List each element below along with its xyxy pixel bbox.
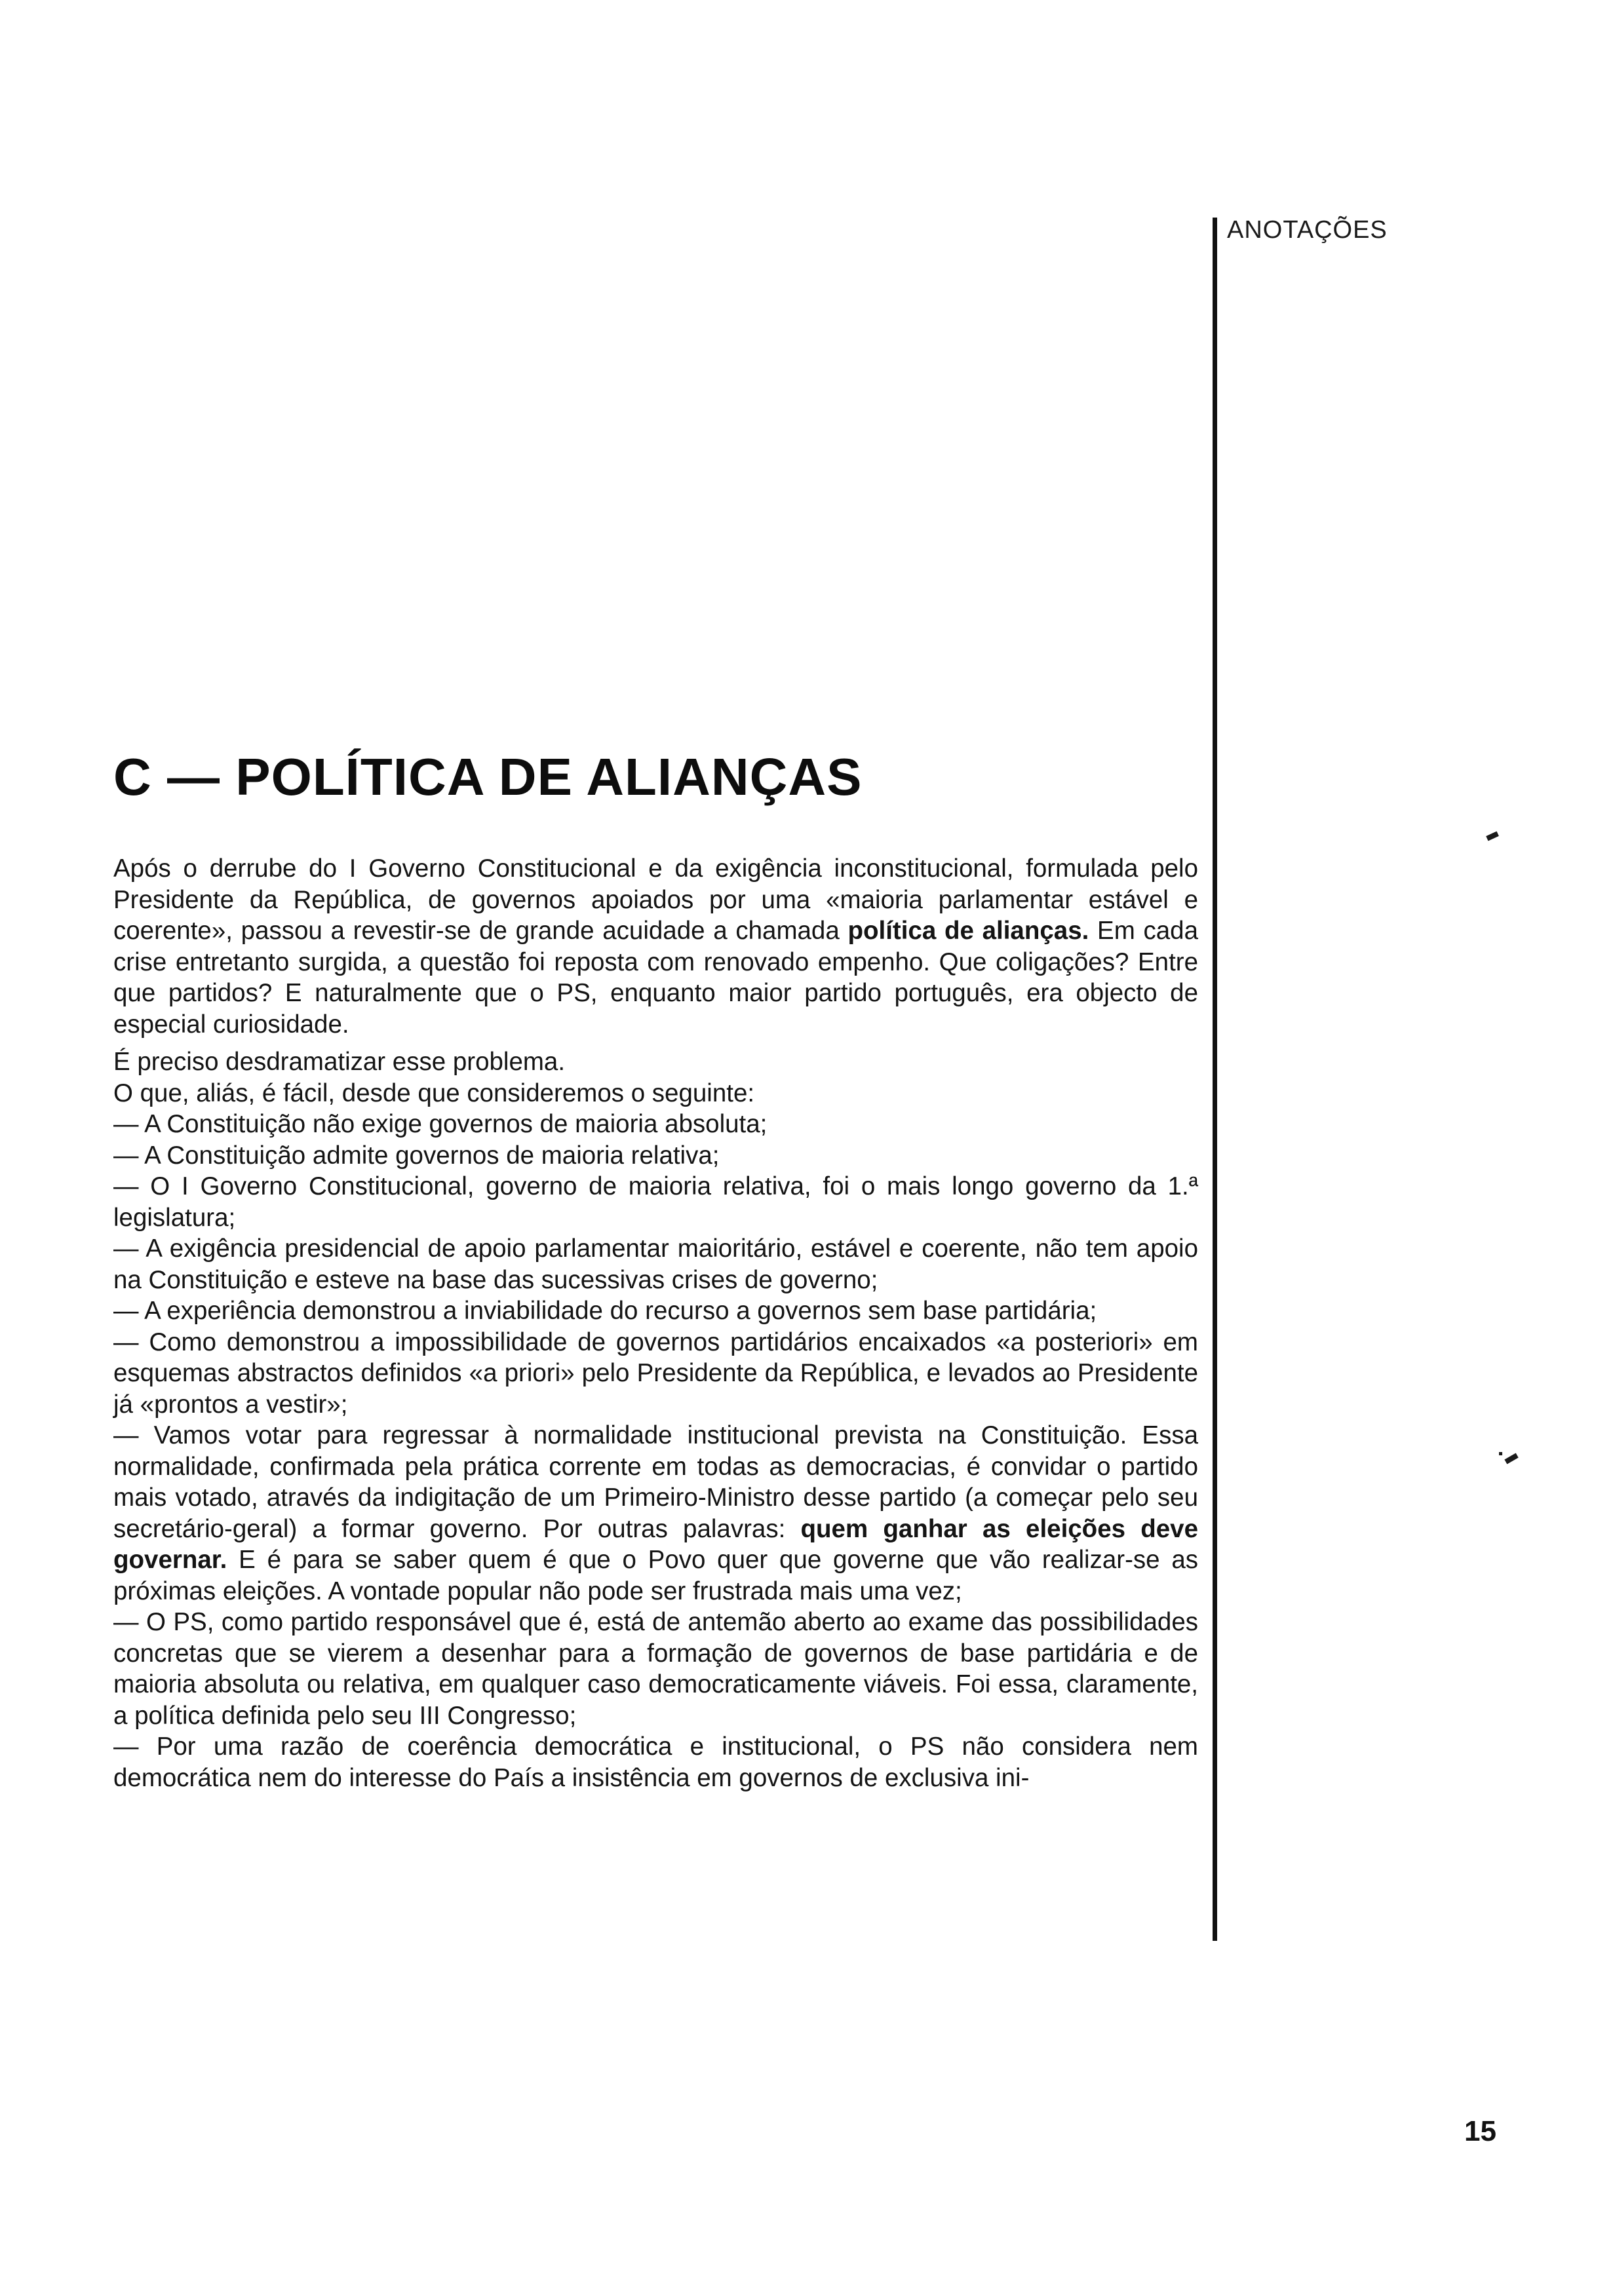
annotations-margin-header: ANOTAÇÕES [1227,216,1388,244]
scan-dot-lower [1499,1452,1502,1455]
list-item-7 [113,1420,1198,1607]
section-title: C — POLÍTICA DE ALIANÇAS [113,748,863,806]
consider-line: O que, aliás, é fácil, desde que consideremos o seguinte: [113,1079,755,1107]
scan-mark-upper [1486,832,1499,841]
scan-mark-lower [1504,1453,1518,1464]
undramatize-line: É preciso desdramatizar esse problema. [113,1048,566,1076]
list-item-5: — A experiência demonstrou a inviabilidade do recurso a governos sem base partidária; [113,1297,1097,1325]
list-item-6: — Como demonstrou a impossibilidade de governos partidários encaixados «a posteriori» em esquemas abstractos definidos «a priori» pelo Presidente da República, e levados ao Presidente já «prontos a vestir»; [113,1328,1198,1419]
list-item-4: — A exigência presidencial de apoio parlamentar maioritário, estável e coerente, não tem apoio na Constituição e esteve na base das sucessivas crises de governo; [113,1234,1198,1294]
list-item-9: — Por uma razão de coerência democrática e institucional, o PS não considera nem democrática nem do interesse do País a insistência em governos de exclusiva ini- [113,1732,1198,1792]
list-item-1: — A Constituição não exige governos de maioria absoluta; [113,1110,768,1138]
intro-text-1: Após o derrube do I Governo Constitucional e da exigência inconstitucional, formulada pelo Presidente da República, de governos apoiados por uma «maioria parlamentar estável e coerente», passou a revestir-se de grande acuidade a chamada [113,854,1198,945]
intro-text-2: Em cada crise entretanto surgida, a questão foi reposta com renovado empenho. Que coligações? Entre que partidos? E naturalmente que o PS, enquanto maior partido português, era objecto de especial curiosidade. [113,917,1198,1039]
list-item-3: — O I Governo Constitucional, governo de maioria relativa, foi o mais longo governo da 1.ª legislatura; [113,1172,1198,1232]
page-number: 15 [1464,2115,1496,2147]
intro-bold-term: política de alianças. [847,917,1089,945]
list-item-7-text-2: E é para se saber quem é que o Povo quer que governe que vão realizar-se as próximas eleições. A vontade popular não pode ser frustrada mais uma vez; [113,1546,1198,1605]
body-text [113,853,1198,1793]
margin-vertical-rule [1213,218,1217,1941]
list-item-2: — A Constituição admite governos de maioria relativa; [113,1141,720,1170]
list-item-7-text-1: — Vamos votar para regressar à normalidade institucional prevista na Constituição. Essa normalidade, confirmada pela prática corrente em todas as democracias, é convidar o partido mais votado, através da indigitação de um Primeiro-Ministro desse partido (a começar pelo seu secretário-geral) a formar governo. Por outras palavras: [113,1421,1198,1543]
intro-paragraph [113,853,1198,1040]
list-item-7-bold: quem ganhar as eleições deve governar. [113,1514,1198,1574]
list-item-8: — O PS, como partido responsável que é, está de antemão aberto ao exame das possibilidades concretas que se vierem a desenhar para a formação de governos de base partidária e de maioria absoluta ou relativa, em qualquer caso democraticamente viáveis. Foi essa, claramente, a política definida pelo seu III Congresso; [113,1608,1198,1730]
